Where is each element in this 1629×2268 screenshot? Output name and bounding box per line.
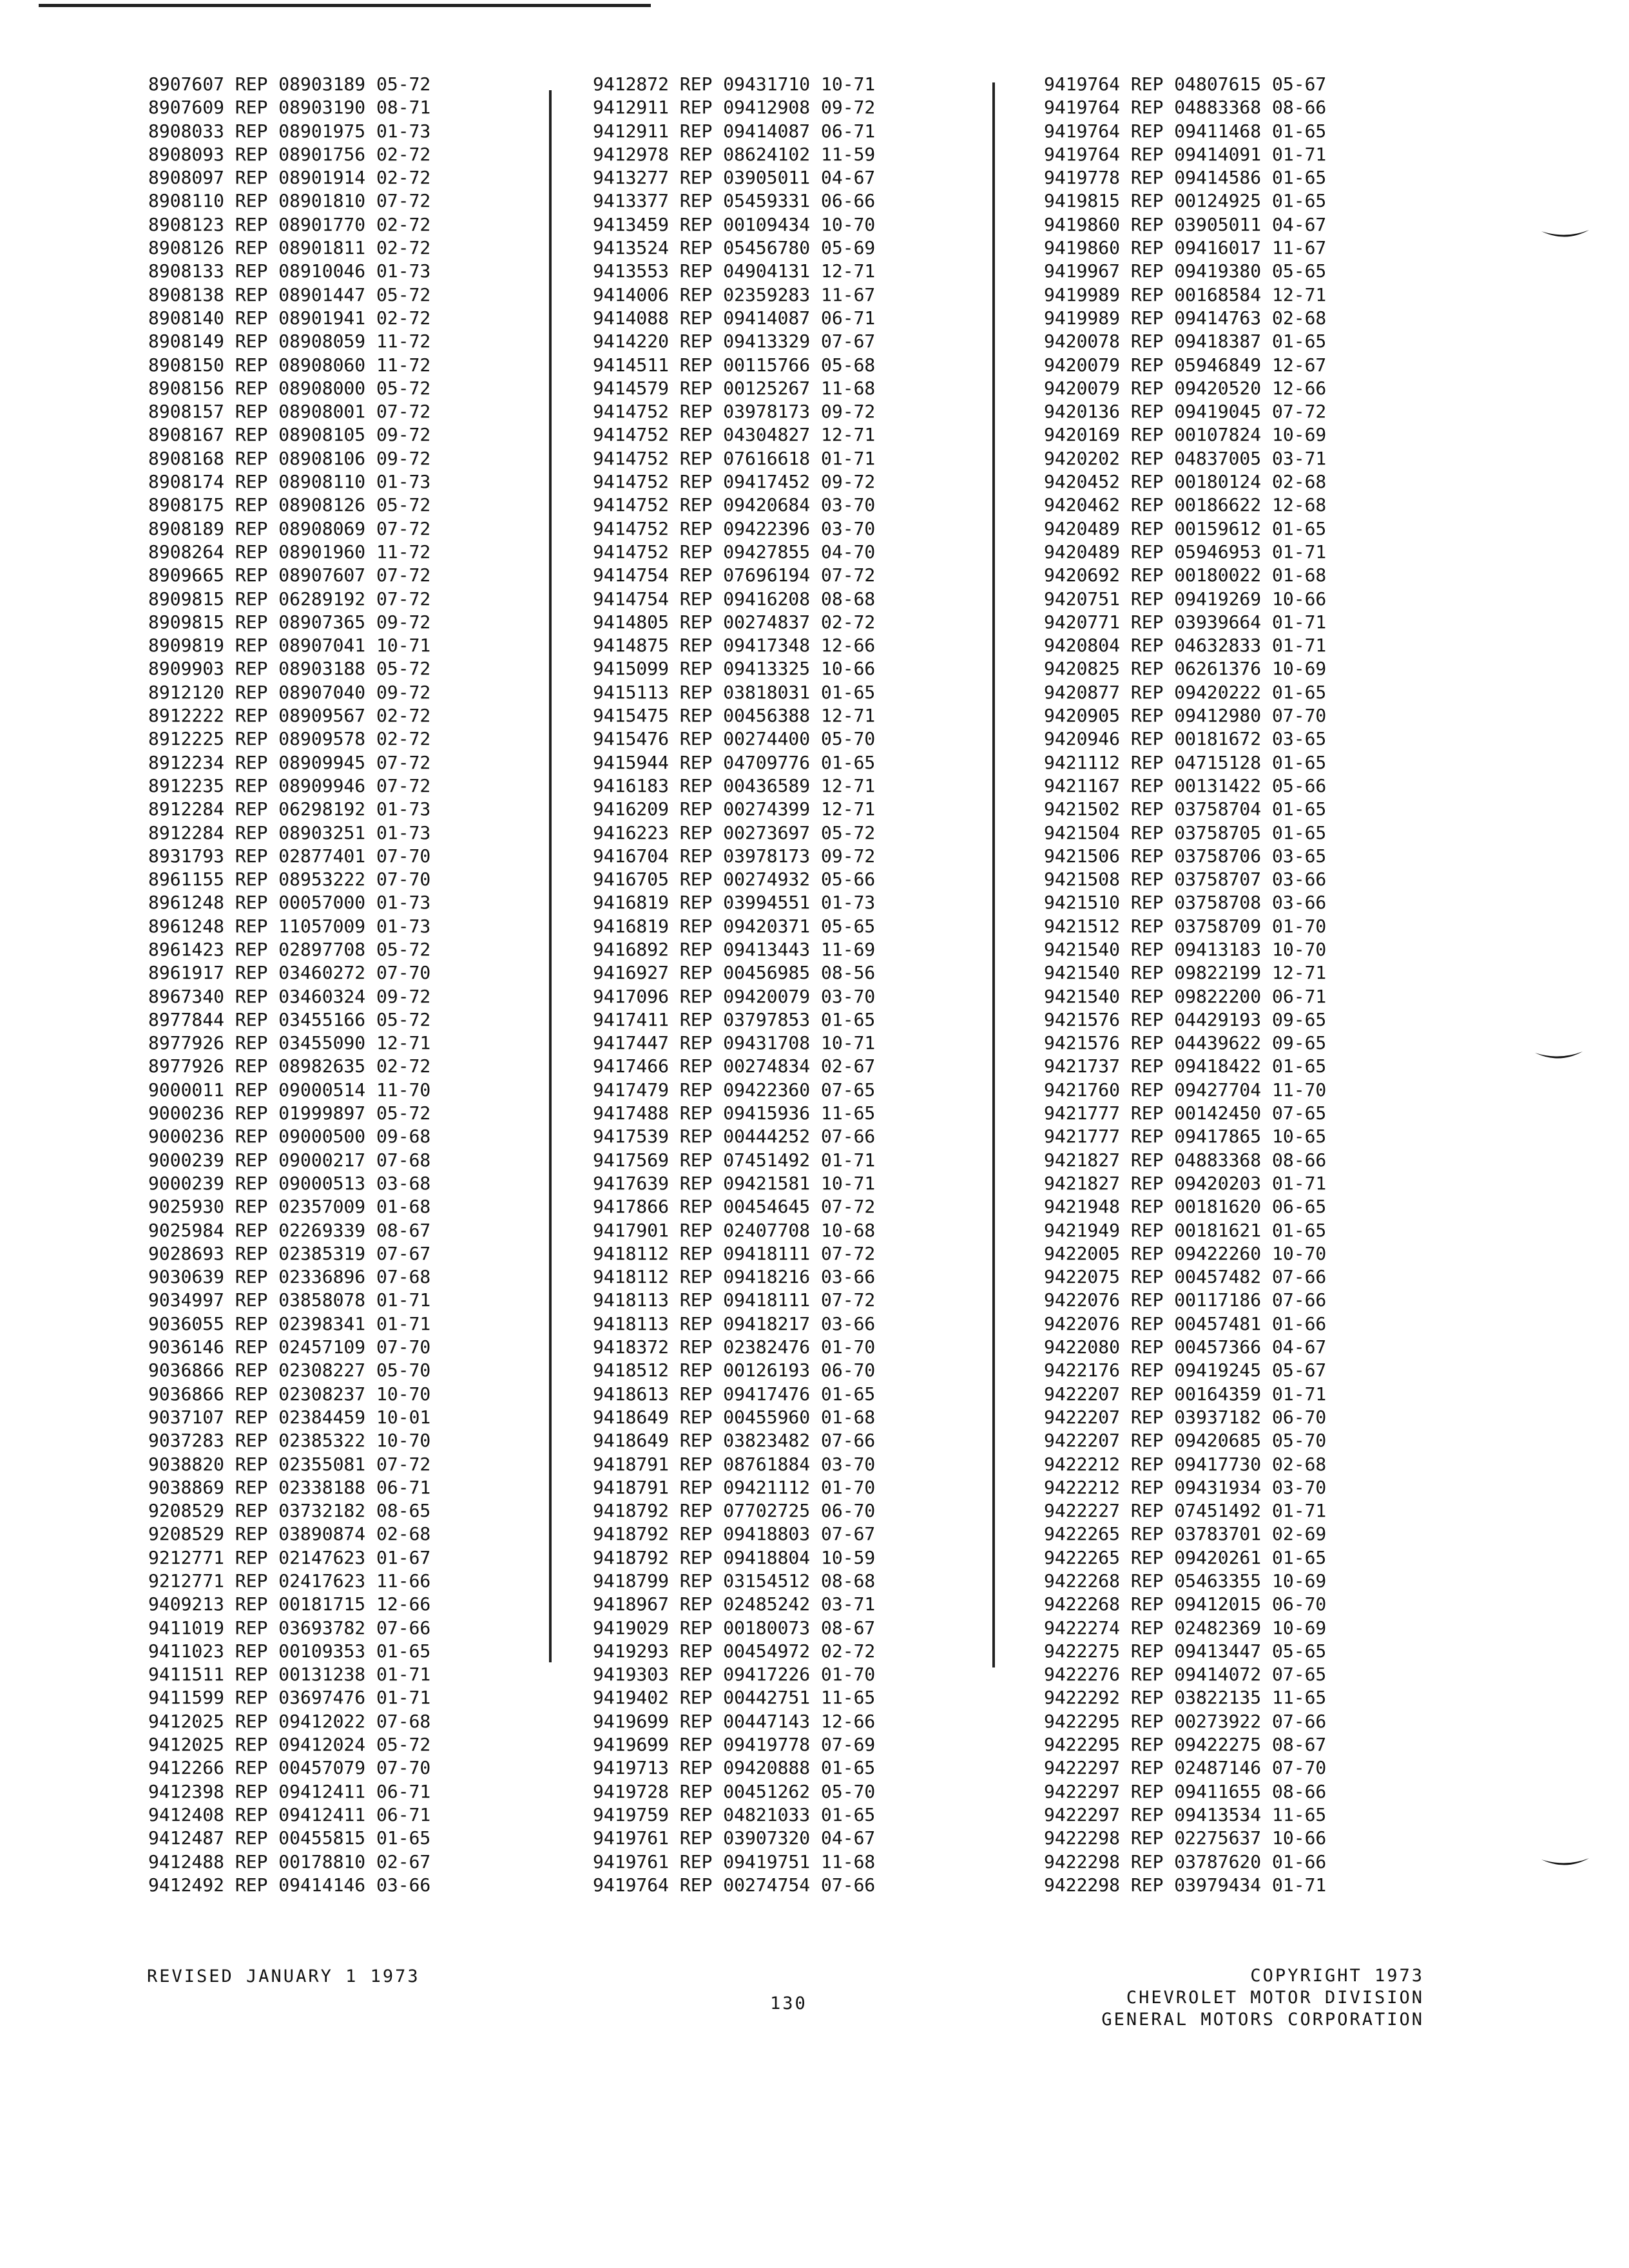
corporation-line: GENERAL MOTORS CORPORATION [1101, 2010, 1424, 2030]
part-row: 9419764 REP 04807615 05-67 [1044, 73, 1327, 95]
part-row: 8912284 REP 06298192 01-73 [148, 798, 431, 820]
part-row: 9419764 REP 00274754 07-66 [593, 1874, 876, 1896]
part-row: 9037283 REP 02385322 10-70 [148, 1430, 431, 1452]
part-row: 9419699 REP 09419778 07-69 [593, 1734, 876, 1756]
part-row: 9422265 REP 03783701 02-69 [1044, 1523, 1327, 1545]
part-row: 9412025 REP 09412024 05-72 [148, 1734, 431, 1756]
part-row: 8908138 REP 08901447 05-72 [148, 284, 431, 305]
part-row: 9414752 REP 09427855 04-70 [593, 541, 876, 562]
part-row: 9413524 REP 05456780 05-69 [593, 237, 876, 259]
part-row: 9420462 REP 00186622 12-68 [1044, 494, 1327, 516]
part-row: 9212771 REP 02147623 01-67 [148, 1546, 431, 1568]
part-row: 9419860 REP 03905011 04-67 [1044, 213, 1327, 235]
part-row: 9422268 REP 09412015 06-70 [1044, 1593, 1327, 1615]
part-row: 9419761 REP 09419751 11-68 [593, 1850, 876, 1872]
part-row: 9412911 REP 09414087 06-71 [593, 120, 876, 142]
part-row: 9414088 REP 09414087 06-71 [593, 307, 876, 329]
part-row: 9413377 REP 05459331 06-66 [593, 190, 876, 212]
part-row: 9420078 REP 09418387 01-65 [1044, 331, 1327, 352]
part-row: 9412872 REP 09431710 10-71 [593, 73, 876, 95]
part-row: 9038869 REP 02338188 06-71 [148, 1476, 431, 1498]
part-row: 9417539 REP 00444252 07-66 [593, 1126, 876, 1148]
part-row: 9422207 REP 09420685 05-70 [1044, 1430, 1327, 1452]
part-row: 8908097 REP 08901914 02-72 [148, 167, 431, 189]
part-row: 9419967 REP 09419380 05-65 [1044, 260, 1327, 282]
part-row: 9418113 REP 09418111 07-72 [593, 1289, 876, 1311]
part-row: 9413553 REP 04904131 12-71 [593, 260, 876, 282]
part-row: 9422212 REP 09431934 03-70 [1044, 1476, 1327, 1498]
part-row: 8961248 REP 11057009 01-73 [148, 915, 431, 937]
part-row: 9415476 REP 00274400 05-70 [593, 728, 876, 750]
part-row: 9412492 REP 09414146 03-66 [148, 1874, 431, 1896]
parts-column-3 [1044, 73, 1326, 1897]
part-row: 9411023 REP 00109353 01-65 [148, 1640, 431, 1662]
part-row: 9415099 REP 09413325 10-66 [593, 658, 876, 680]
part-row: 8977926 REP 08982635 02-72 [148, 1055, 431, 1077]
part-row: 9422265 REP 09420261 01-65 [1044, 1546, 1327, 1568]
part-row: 9414752 REP 04304827 12-71 [593, 424, 876, 446]
part-row: 9422076 REP 00457481 01-66 [1044, 1312, 1327, 1334]
part-row: 9418791 REP 09421112 01-70 [593, 1476, 876, 1498]
copyright-line: COPYRIGHT 1973 [1250, 1966, 1424, 1986]
part-row: 8908150 REP 08908060 11-72 [148, 354, 431, 376]
part-row: 9419759 REP 04821033 01-65 [593, 1803, 876, 1825]
part-row: 9421167 REP 00131422 05-66 [1044, 774, 1327, 796]
part-row: 9409213 REP 00181715 12-66 [148, 1593, 431, 1615]
part-row: 9417447 REP 09431708 10-71 [593, 1032, 876, 1054]
part-row: 9422297 REP 02487146 07-70 [1044, 1757, 1327, 1779]
part-row: 9412487 REP 00455815 01-65 [148, 1827, 431, 1849]
part-row: 9418112 REP 09418216 03-66 [593, 1266, 876, 1288]
part-row: 9412911 REP 09412908 09-72 [593, 97, 876, 119]
part-row: 9420751 REP 09419269 10-66 [1044, 588, 1327, 610]
part-row: 9418113 REP 09418217 03-66 [593, 1312, 876, 1334]
parts-column-1 [148, 73, 430, 1897]
part-row: 9412266 REP 00457079 07-70 [148, 1757, 431, 1779]
part-row: 9421112 REP 04715128 01-65 [1044, 751, 1327, 773]
part-row: 9416892 REP 09413443 11-69 [593, 938, 876, 960]
part-row: 9417901 REP 02407708 10-68 [593, 1219, 876, 1241]
part-row: 9412978 REP 08624102 11-59 [593, 143, 876, 165]
part-row: 9416704 REP 03978173 09-72 [593, 845, 876, 867]
part-row: 8912222 REP 08909567 02-72 [148, 705, 431, 727]
part-row: 9417569 REP 07451492 01-71 [593, 1149, 876, 1171]
part-row: 9416705 REP 00274932 05-66 [593, 869, 876, 890]
part-row: 9411019 REP 03693782 07-66 [148, 1617, 431, 1639]
part-row: 9421540 REP 09822199 12-71 [1044, 962, 1327, 984]
part-row: 9421510 REP 03758708 03-66 [1044, 892, 1327, 914]
part-row: 8908157 REP 08908001 07-72 [148, 401, 431, 423]
part-row: 9421512 REP 03758709 01-70 [1044, 915, 1327, 937]
part-row: 9416209 REP 00274399 12-71 [593, 798, 876, 820]
part-row: 9418372 REP 02382476 01-70 [593, 1336, 876, 1358]
part-row: 9414752 REP 09417452 09-72 [593, 471, 876, 493]
part-row: 9418512 REP 00126193 06-70 [593, 1360, 876, 1381]
part-row: 9208529 REP 03890874 02-68 [148, 1523, 431, 1545]
part-row: 8908110 REP 08901810 07-72 [148, 190, 431, 212]
part-row: 8908156 REP 08908000 05-72 [148, 377, 431, 399]
part-row: 8908189 REP 08908069 07-72 [148, 517, 431, 539]
part-row: 9421506 REP 03758706 03-65 [1044, 845, 1327, 867]
part-row: 9422298 REP 03979434 01-71 [1044, 1874, 1327, 1896]
part-row: 8908264 REP 08901960 11-72 [148, 541, 431, 562]
part-row: 8977844 REP 03455166 05-72 [148, 1008, 431, 1030]
part-row: 9418791 REP 08761884 03-70 [593, 1453, 876, 1475]
part-row: 8908149 REP 08908059 11-72 [148, 331, 431, 352]
part-row: 9421540 REP 09413183 10-70 [1044, 938, 1327, 960]
part-row: 9025930 REP 02357009 01-68 [148, 1196, 431, 1218]
part-row: 9421949 REP 00181621 01-65 [1044, 1219, 1327, 1241]
part-row: 9417466 REP 00274834 02-67 [593, 1055, 876, 1077]
column-divider-2 [992, 82, 995, 1667]
page-number: 130 [770, 1994, 807, 2013]
part-row: 9419989 REP 09414763 02-68 [1044, 307, 1327, 329]
part-row: 9418792 REP 09418804 10-59 [593, 1546, 876, 1568]
part-row: 9420946 REP 00181672 03-65 [1044, 728, 1327, 750]
part-row: 9419402 REP 00442751 11-65 [593, 1687, 876, 1709]
part-row: 9420169 REP 00107824 10-69 [1044, 424, 1327, 446]
part-row: 8908140 REP 08901941 02-72 [148, 307, 431, 329]
part-row: 9419764 REP 04883368 08-66 [1044, 97, 1327, 119]
part-row: 9414006 REP 02359283 11-67 [593, 284, 876, 305]
binding-mark-icon [1540, 1857, 1590, 1869]
part-row: 9037107 REP 02384459 10-01 [148, 1406, 431, 1428]
binding-mark-icon [1534, 1050, 1584, 1062]
parts-column-2 [593, 73, 875, 1897]
part-row: 9421737 REP 09418422 01-65 [1044, 1055, 1327, 1077]
part-row: 9419713 REP 09420888 01-65 [593, 1757, 876, 1779]
part-row: 9420452 REP 00180124 02-68 [1044, 471, 1327, 493]
part-row: 9412398 REP 09412411 06-71 [148, 1780, 431, 1802]
part-row: 9416223 REP 00273697 05-72 [593, 822, 876, 843]
part-row: 9414752 REP 03978173 09-72 [593, 401, 876, 423]
part-row: 9422297 REP 09413534 11-65 [1044, 1803, 1327, 1825]
part-row: 9414752 REP 09422396 03-70 [593, 517, 876, 539]
part-row: 9418799 REP 03154512 08-68 [593, 1570, 876, 1591]
part-row: 9420692 REP 00180022 01-68 [1044, 564, 1327, 586]
part-row: 8912284 REP 08903251 01-73 [148, 822, 431, 843]
part-row: 9421508 REP 03758707 03-66 [1044, 869, 1327, 890]
part-row: 9422275 REP 09413447 05-65 [1044, 1640, 1327, 1662]
part-row: 9421502 REP 03758704 01-65 [1044, 798, 1327, 820]
binding-mark-icon [1540, 229, 1590, 240]
part-row: 9413459 REP 00109434 10-70 [593, 213, 876, 235]
part-row: 9417479 REP 09422360 07-65 [593, 1079, 876, 1100]
part-row: 8931793 REP 02877401 07-70 [148, 845, 431, 867]
part-row: 9419699 REP 00447143 12-66 [593, 1710, 876, 1732]
part-row: 9412488 REP 00178810 02-67 [148, 1850, 431, 1872]
part-row: 8912225 REP 08909578 02-72 [148, 728, 431, 750]
column-divider-1 [549, 90, 552, 1662]
part-row: 9422295 REP 09422275 08-67 [1044, 1734, 1327, 1756]
part-row: 9419764 REP 09411468 01-65 [1044, 120, 1327, 142]
part-row: 9415113 REP 03818031 01-65 [593, 681, 876, 703]
part-row: 9420489 REP 00159612 01-65 [1044, 517, 1327, 539]
part-row: 9411599 REP 03697476 01-71 [148, 1687, 431, 1709]
part-row: 9419778 REP 09414586 01-65 [1044, 167, 1327, 189]
part-row: 8908123 REP 08901770 02-72 [148, 213, 431, 235]
part-row: 9025984 REP 02269339 08-67 [148, 1219, 431, 1241]
part-row: 8908175 REP 08908126 05-72 [148, 494, 431, 516]
part-row: 9036146 REP 02457109 07-70 [148, 1336, 431, 1358]
part-row: 8908167 REP 08908105 09-72 [148, 424, 431, 446]
part-row: 9417639 REP 09421581 10-71 [593, 1172, 876, 1194]
part-row: 9422005 REP 09422260 10-70 [1044, 1242, 1327, 1264]
part-row: 9422274 REP 02482369 10-69 [1044, 1617, 1327, 1639]
top-rule [39, 4, 651, 7]
part-row: 9422080 REP 00457366 04-67 [1044, 1336, 1327, 1358]
part-row: 9416183 REP 00436589 12-71 [593, 774, 876, 796]
part-row: 9418792 REP 09418803 07-67 [593, 1523, 876, 1545]
part-row: 9419761 REP 03907320 04-67 [593, 1827, 876, 1849]
part-row: 9418613 REP 09417476 01-65 [593, 1383, 876, 1405]
part-row: 8908133 REP 08910046 01-73 [148, 260, 431, 282]
part-row: 9419303 REP 09417226 01-70 [593, 1664, 876, 1686]
part-row: 9418967 REP 02485242 03-71 [593, 1593, 876, 1615]
part-row: 9030639 REP 02336896 07-68 [148, 1266, 431, 1288]
part-row: 8908174 REP 08908110 01-73 [148, 471, 431, 493]
part-row: 9418112 REP 09418111 07-72 [593, 1242, 876, 1264]
part-row: 9421504 REP 03758705 01-65 [1044, 822, 1327, 843]
part-row: 9422295 REP 00273922 07-66 [1044, 1710, 1327, 1732]
part-row: 9212771 REP 02417623 11-66 [148, 1570, 431, 1591]
part-row: 8909815 REP 06289192 07-72 [148, 588, 431, 610]
part-row: 8967340 REP 03460324 09-72 [148, 985, 431, 1007]
part-row: 9414805 REP 00274837 02-72 [593, 611, 876, 633]
part-row: 9000236 REP 01999897 05-72 [148, 1102, 431, 1124]
part-row: 9412025 REP 09412022 07-68 [148, 1710, 431, 1732]
part-row: 8977926 REP 03455090 12-71 [148, 1032, 431, 1054]
division-line: CHEVROLET MOTOR DIVISION [1126, 1988, 1424, 2008]
part-row: 9414579 REP 00125267 11-68 [593, 377, 876, 399]
part-row: 9000239 REP 09000217 07-68 [148, 1149, 431, 1171]
part-row: 9034997 REP 03858078 01-71 [148, 1289, 431, 1311]
part-row: 9420079 REP 09420520 12-66 [1044, 377, 1327, 399]
part-row: 9422075 REP 00457482 07-66 [1044, 1266, 1327, 1288]
part-row: 9415944 REP 04709776 01-65 [593, 751, 876, 773]
part-row: 9415475 REP 00456388 12-71 [593, 705, 876, 727]
part-row: 8961917 REP 03460272 07-70 [148, 962, 431, 984]
part-row: 8908033 REP 08901975 01-73 [148, 120, 431, 142]
part-row: 9419815 REP 00124925 01-65 [1044, 190, 1327, 212]
part-row: 9414752 REP 09420684 03-70 [593, 494, 876, 516]
part-row: 9414754 REP 09416208 08-68 [593, 588, 876, 610]
part-row: 9419029 REP 00180073 08-67 [593, 1617, 876, 1639]
part-row: 9412408 REP 09412411 06-71 [148, 1803, 431, 1825]
part-row: 9414511 REP 00115766 05-68 [593, 354, 876, 376]
part-row: 9420202 REP 04837005 03-71 [1044, 447, 1327, 469]
part-row: 9420136 REP 09419045 07-72 [1044, 401, 1327, 423]
part-row: 9418649 REP 03823482 07-66 [593, 1430, 876, 1452]
part-row: 9421576 REP 04439622 09-65 [1044, 1032, 1327, 1054]
part-row: 8912234 REP 08909945 07-72 [148, 751, 431, 773]
part-row: 9419293 REP 00454972 02-72 [593, 1640, 876, 1662]
part-row: 9421948 REP 00181620 06-65 [1044, 1196, 1327, 1218]
part-row: 8908126 REP 08901811 02-72 [148, 237, 431, 259]
part-row: 9422298 REP 03787620 01-66 [1044, 1850, 1327, 1872]
part-row: 9036866 REP 02308227 05-70 [148, 1360, 431, 1381]
part-row: 9416927 REP 00456985 08-56 [593, 962, 876, 984]
part-row: 8912235 REP 08909946 07-72 [148, 774, 431, 796]
part-row: 9419764 REP 09414091 01-71 [1044, 143, 1327, 165]
part-row: 9422227 REP 07451492 01-71 [1044, 1500, 1327, 1522]
part-row: 9414220 REP 09413329 07-67 [593, 331, 876, 352]
part-row: 9422276 REP 09414072 07-65 [1044, 1664, 1327, 1686]
part-row: 9422292 REP 03822135 11-65 [1044, 1687, 1327, 1709]
part-row: 9414754 REP 07696194 07-72 [593, 564, 876, 586]
part-row: 9414752 REP 07616618 01-71 [593, 447, 876, 469]
part-row: 9411511 REP 00131238 01-71 [148, 1664, 431, 1686]
part-row: 9420825 REP 06261376 10-69 [1044, 658, 1327, 680]
part-row: 9420771 REP 03939664 01-71 [1044, 611, 1327, 633]
part-row: 9038820 REP 02355081 07-72 [148, 1453, 431, 1475]
part-row: 9419989 REP 00168584 12-71 [1044, 284, 1327, 305]
part-row: 9420877 REP 09420222 01-65 [1044, 681, 1327, 703]
part-row: 9416819 REP 09420371 05-65 [593, 915, 876, 937]
part-row: 9422298 REP 02275637 10-66 [1044, 1827, 1327, 1849]
part-row: 9000011 REP 09000514 11-70 [148, 1079, 431, 1100]
part-row: 8907607 REP 08903189 05-72 [148, 73, 431, 95]
part-row: 8961248 REP 00057000 01-73 [148, 892, 431, 914]
part-row: 9417411 REP 03797853 01-65 [593, 1008, 876, 1030]
part-row: 9420489 REP 05946953 01-71 [1044, 541, 1327, 562]
part-row: 9419860 REP 09416017 11-67 [1044, 237, 1327, 259]
part-row: 8912120 REP 08907040 09-72 [148, 681, 431, 703]
part-row: 9421540 REP 09822200 06-71 [1044, 985, 1327, 1007]
part-row: 9036055 REP 02398341 01-71 [148, 1312, 431, 1334]
part-row: 9208529 REP 03732182 08-65 [148, 1500, 431, 1522]
part-row: 9420905 REP 09412980 07-70 [1044, 705, 1327, 727]
part-row: 9422176 REP 09419245 05-67 [1044, 1360, 1327, 1381]
part-row: 9414875 REP 09417348 12-66 [593, 635, 876, 657]
part-row: 9413277 REP 03905011 04-67 [593, 167, 876, 189]
part-row: 9422297 REP 09411655 08-66 [1044, 1780, 1327, 1802]
part-row: 9420079 REP 05946849 12-67 [1044, 354, 1327, 376]
revised-date: REVISED JANUARY 1 1973 [147, 1966, 420, 1986]
part-row: 9421827 REP 04883368 08-66 [1044, 1149, 1327, 1171]
part-row: 9421576 REP 04429193 09-65 [1044, 1008, 1327, 1030]
part-row: 9421777 REP 00142450 07-65 [1044, 1102, 1327, 1124]
part-row: 9422207 REP 00164359 01-71 [1044, 1383, 1327, 1405]
part-row: 8961423 REP 02897708 05-72 [148, 938, 431, 960]
part-row: 9417488 REP 09415936 11-65 [593, 1102, 876, 1124]
part-row: 9418792 REP 07702725 06-70 [593, 1500, 876, 1522]
part-row: 9419728 REP 00451262 05-70 [593, 1780, 876, 1802]
part-row: 9417866 REP 00454645 07-72 [593, 1196, 876, 1218]
part-row: 8909903 REP 08903188 05-72 [148, 658, 431, 680]
part-row: 9418649 REP 00455960 01-68 [593, 1406, 876, 1428]
part-row: 9422268 REP 05463355 10-69 [1044, 1570, 1327, 1591]
part-row: 9028693 REP 02385319 07-67 [148, 1242, 431, 1264]
part-row: 9000236 REP 09000500 09-68 [148, 1126, 431, 1148]
part-row: 9036866 REP 02308237 10-70 [148, 1383, 431, 1405]
part-row: 9422212 REP 09417730 02-68 [1044, 1453, 1327, 1475]
part-row: 8961155 REP 08953222 07-70 [148, 869, 431, 890]
part-row: 8907609 REP 08903190 08-71 [148, 97, 431, 119]
part-row: 9421777 REP 09417865 10-65 [1044, 1126, 1327, 1148]
part-row: 9421760 REP 09427704 11-70 [1044, 1079, 1327, 1100]
part-row: 9421827 REP 09420203 01-71 [1044, 1172, 1327, 1194]
part-row: 8909665 REP 08907607 07-72 [148, 564, 431, 586]
part-row: 8909819 REP 08907041 10-71 [148, 635, 431, 657]
part-row: 9422076 REP 00117186 07-66 [1044, 1289, 1327, 1311]
part-row: 9422207 REP 03937182 06-70 [1044, 1406, 1327, 1428]
part-row: 9416819 REP 03994551 01-73 [593, 892, 876, 914]
part-row: 8908168 REP 08908106 09-72 [148, 447, 431, 469]
part-row: 8909815 REP 08907365 09-72 [148, 611, 431, 633]
part-row: 9420804 REP 04632833 01-71 [1044, 635, 1327, 657]
part-row: 9000239 REP 09000513 03-68 [148, 1172, 431, 1194]
part-row: 8908093 REP 08901756 02-72 [148, 143, 431, 165]
part-row: 9417096 REP 09420079 03-70 [593, 985, 876, 1007]
